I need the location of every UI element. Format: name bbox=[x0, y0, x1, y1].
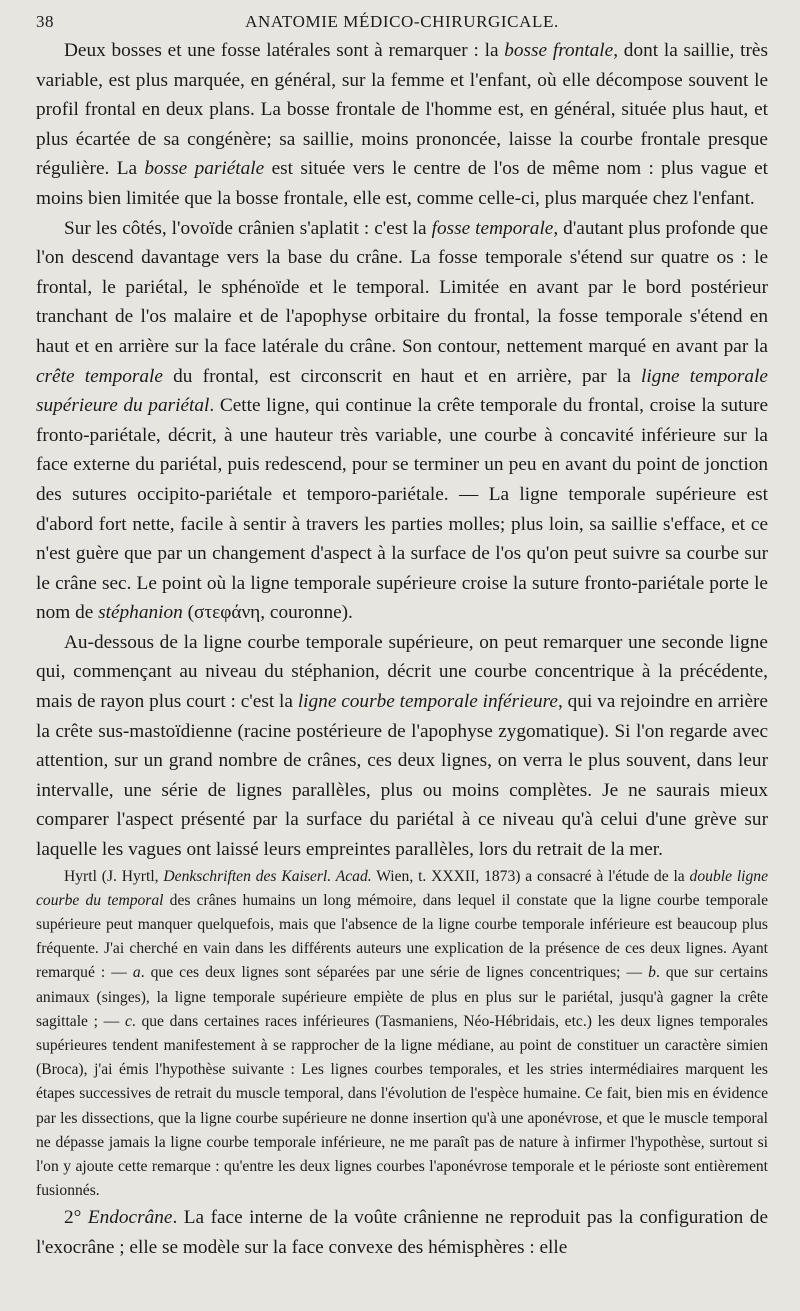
text-run: . La face interne de la voûte crânienne ne reproduit pas la configuration de l'exocrâne ; elle se modèle sur la face convexe des hémisphères : elle bbox=[36, 1207, 769, 1259]
italic-term: ligne courbe temporale inférieure bbox=[297, 691, 558, 713]
text-run: Hyrtl (J. Hyrtl, bbox=[64, 867, 164, 885]
italic-term: b bbox=[648, 964, 656, 982]
running-head bbox=[36, 6, 768, 36]
italic-term: a bbox=[132, 964, 141, 982]
running-title: ANATOMIE MÉDICO-CHIRURGICALE. bbox=[245, 12, 559, 31]
italic-term: Denkschriften des Kaiserl. Acad. bbox=[163, 867, 372, 885]
paragraph-endocrane bbox=[36, 1203, 768, 1262]
text-run: , d'autant plus profonde que l'on descend davantage vers la base du crâne. La fosse temporale s'étend sur quatre os : le frontal, le pariétal, le sphénoïde et le temporal. Limitée en avant par le bord postérieur tranchant de l'os malaire et de l'apophyse orbitaire du frontal, la fosse temporale s'étend en haut et en arrière sur la face latérale du crâne. Son contour, nettement marqué en avant par la bbox=[36, 217, 769, 357]
italic-term: bosse pariétale bbox=[144, 158, 265, 180]
footnote-hyrtl bbox=[36, 865, 768, 1204]
paragraph-fosse-temporale bbox=[36, 214, 768, 628]
italic-term: fosse temporale bbox=[431, 217, 554, 239]
text-run: . que ces deux lignes sont séparées par une série de lignes concentriques; — bbox=[140, 964, 649, 982]
text-run: du frontal, est circonscrit en haut et en arrière, par la bbox=[162, 365, 642, 387]
text-run: 2° bbox=[64, 1207, 88, 1229]
text-run: Sur les côtés, l'ovoïde crânien s'aplatit : c'est la bbox=[64, 217, 432, 239]
italic-term: stéphanion bbox=[98, 602, 183, 624]
page-number: 38 bbox=[36, 12, 54, 31]
endocrane-section bbox=[36, 1203, 768, 1262]
italic-term: Endocrâne bbox=[87, 1207, 173, 1229]
text-run: Au-dessous de la ligne courbe temporale supérieure, on peut remarquer une seconde ligne qui, commençant au niveau du stéphanion, décrit une courbe concentrique à la précédente, mais de rayon plus court : c'est la bbox=[36, 631, 768, 713]
note-paragraph bbox=[36, 865, 768, 1204]
text-run: . que sur certains animaux (singes), la ligne temporale supérieure empiète de plus en plus sur le pariétal, jusqu'à gagner la crête sagittale ; — bbox=[36, 964, 769, 1030]
italic-term: c bbox=[124, 1012, 132, 1030]
italic-term: double ligne courbe du temporal bbox=[36, 867, 769, 909]
italic-term: crête temporale bbox=[36, 365, 163, 387]
text-run: , dont la saillie, très variable, est plus marquée, en général, sur la femme et l'enfant, où elle décompose souvent le profil frontal en deux plans. La bosse frontale de l'homme est, en général, située plus haut, et plus écartée de sa congénère; sa saillie, moins prononcée, laisse la courbe frontale presque régulière. La bbox=[36, 40, 768, 180]
text-run: . Cette ligne, qui continue la crête temporale du frontal, croise la suture fronto-pariétale, décrit, à une hauteur très variable, une courbe à concavité inférieure sur la face externe du pariétal, puis redescend, pour se terminer un peu en avant du point de jonction des sutures occipito-pariétale et temporo-pariétale. — La ligne temporale supérieure est d'abord fort nette, facile à sentir à travers les parties molles; plus loin, sa saillie s'efface, et ce n'est guère que par un changement d'aspect à la surface de l'os qu'on peut suivre sa courbe sur le crâne sec. Le point où la ligne temporale supérieure croise la suture fronto-pariétale porte le nom de bbox=[36, 395, 768, 624]
main-text bbox=[36, 36, 768, 865]
paragraph-bosses bbox=[36, 36, 768, 214]
text-run: , qui va rejoindre en arrière la crête sus-mastoïdienne (racine postérieure de l'apophyse zygomatique). Si l'on regarde avec attention, sur un grand nombre de crânes, ces deux lignes, on verra le plus souvent, dans leur intervalle, une série de lignes parallèles, plus ou moins complètes. Je ne saurais mieux comparer l'aspect présenté par la surface du pariétal à ce niveau qu'à celui d'une grève sur laquelle les vagues ont laissé leurs empreintes parallèles, lors du retrait de la mer. bbox=[36, 691, 768, 861]
text-run: Deux bosses et une fosse latérales sont à remarquer : la bbox=[64, 40, 505, 61]
text-run: (στεφάνη, couronne). bbox=[182, 602, 353, 624]
paragraph-ligne-inferieure bbox=[36, 628, 768, 865]
italic-term: ligne temporale supérieure du pariétal bbox=[36, 365, 768, 417]
text-run: . que dans certaines races inférieures (Tasmaniens, Néo-Hébridais, etc.) les deux lignes temporales supérieures tendent manifestement à se rapprocher de la ligne médiane, au point de constituer un caractère simien (Broca), j'ai émis l'hypothèse suivante : Les lignes courbes temporales, et les stries intermédiaires marquent les étapes successives de retrait du muscle temporal, dans l'évolution de l'espèce humaine. Ce fait, bien mis en évidence par les dissections, que la ligne courbe supérieure ne donne insertion qu'à une aponévrose, et que le muscle temporal ne dépasse jamais la ligne courbe temporale inférieure, ne me paraît pas de nature à infirmer l'hypothèse, surtout si l'on y ajoute cette remarque : qu'entre les deux lignes courbes l'aponévrose temporale et le périoste sont entièrement fusionnés. bbox=[36, 1012, 768, 1200]
text-run: des crânes humains un long mémoire, dans lequel il constate que la ligne courbe temporale supérieure peut manquer quelquefois, mais que l'absence de la ligne courbe temporale inférieure est beaucoup plus fréquente. J'ai cherché en vain dans les différents auteurs une explication de la présence de ces deux lignes. Ayant remarqué : — bbox=[36, 891, 769, 982]
text-run: Wien, t. XXXII, 1873) a consacré à l'étude de la bbox=[371, 867, 690, 885]
text-run: est située vers le centre de l'os de même nom : plus vague et moins bien limitée que la bosse frontale, elle est, comme celle-ci, plus marquée chez l'enfant. bbox=[36, 158, 768, 209]
italic-term: bosse frontale bbox=[504, 40, 614, 61]
